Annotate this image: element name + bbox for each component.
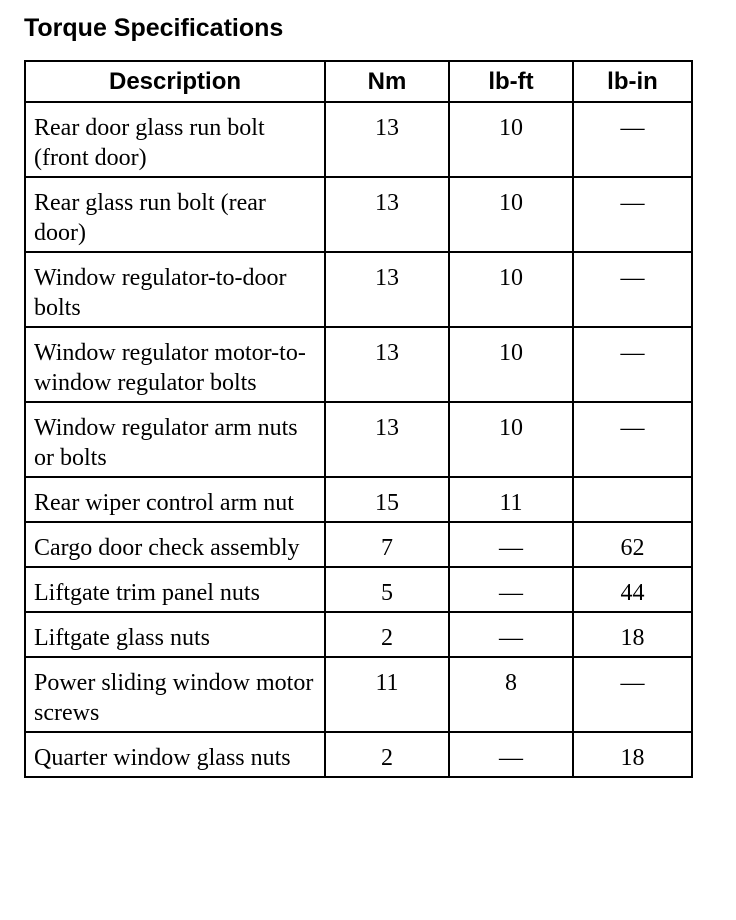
row-nm: 13 bbox=[325, 252, 449, 327]
row-nm: 13 bbox=[325, 102, 449, 177]
table-row bbox=[25, 522, 692, 567]
row-lb-ft: — bbox=[449, 522, 573, 567]
table-row bbox=[25, 177, 692, 252]
row-description: Rear glass run bolt (rear door) bbox=[25, 177, 325, 252]
row-lb-in: 62 bbox=[573, 522, 692, 567]
table-row bbox=[25, 327, 692, 402]
header-lb-in: lb-in bbox=[573, 61, 692, 102]
table-row bbox=[25, 657, 692, 732]
table-row bbox=[25, 252, 692, 327]
table-row bbox=[25, 567, 692, 612]
row-nm: 2 bbox=[325, 612, 449, 657]
row-lb-in: — bbox=[573, 102, 692, 177]
row-description: Window regulator-to-door bolts bbox=[25, 252, 325, 327]
row-description: Power sliding window motor screws bbox=[25, 657, 325, 732]
row-lb-in: — bbox=[573, 177, 692, 252]
table-row bbox=[25, 102, 692, 177]
header-description: Description bbox=[25, 61, 325, 102]
row-lb-in: 44 bbox=[573, 567, 692, 612]
row-lb-ft: 11 bbox=[449, 477, 573, 522]
header-lb-ft: lb-ft bbox=[449, 61, 573, 102]
table-row bbox=[25, 612, 692, 657]
row-lb-in bbox=[573, 477, 692, 522]
row-lb-in: 18 bbox=[573, 612, 692, 657]
row-lb-in: — bbox=[573, 252, 692, 327]
row-description: Liftgate trim panel nuts bbox=[25, 567, 325, 612]
table-header-row bbox=[25, 61, 692, 102]
row-lb-ft: 10 bbox=[449, 402, 573, 477]
row-description: Rear door glass run bolt (front door) bbox=[25, 102, 325, 177]
row-lb-ft: — bbox=[449, 732, 573, 777]
torque-spec-table bbox=[24, 60, 693, 778]
row-lb-in: — bbox=[573, 657, 692, 732]
row-lb-ft: 10 bbox=[449, 177, 573, 252]
row-lb-ft: 10 bbox=[449, 102, 573, 177]
row-description: Quarter window glass nuts bbox=[25, 732, 325, 777]
row-lb-in: — bbox=[573, 327, 692, 402]
row-nm: 5 bbox=[325, 567, 449, 612]
row-lb-in: 18 bbox=[573, 732, 692, 777]
row-lb-ft: — bbox=[449, 612, 573, 657]
row-lb-ft: 8 bbox=[449, 657, 573, 732]
row-lb-in: — bbox=[573, 402, 692, 477]
page-title: Torque Specifications bbox=[24, 14, 284, 42]
table-row bbox=[25, 732, 692, 777]
row-description: Liftgate glass nuts bbox=[25, 612, 325, 657]
table-row bbox=[25, 477, 692, 522]
row-lb-ft: — bbox=[449, 567, 573, 612]
row-description: Rear wiper control arm nut bbox=[25, 477, 325, 522]
row-lb-ft: 10 bbox=[449, 252, 573, 327]
row-nm: 13 bbox=[325, 327, 449, 402]
row-description: Window regulator motor-to-window regulator bolts bbox=[25, 327, 325, 402]
row-nm: 15 bbox=[325, 477, 449, 522]
row-nm: 13 bbox=[325, 402, 449, 477]
row-lb-ft: 10 bbox=[449, 327, 573, 402]
header-nm: Nm bbox=[325, 61, 449, 102]
row-description: Window regulator arm nuts or bolts bbox=[25, 402, 325, 477]
row-nm: 2 bbox=[325, 732, 449, 777]
row-nm: 11 bbox=[325, 657, 449, 732]
row-description: Cargo door check assembly bbox=[25, 522, 325, 567]
table-row bbox=[25, 402, 692, 477]
row-nm: 7 bbox=[325, 522, 449, 567]
row-nm: 13 bbox=[325, 177, 449, 252]
